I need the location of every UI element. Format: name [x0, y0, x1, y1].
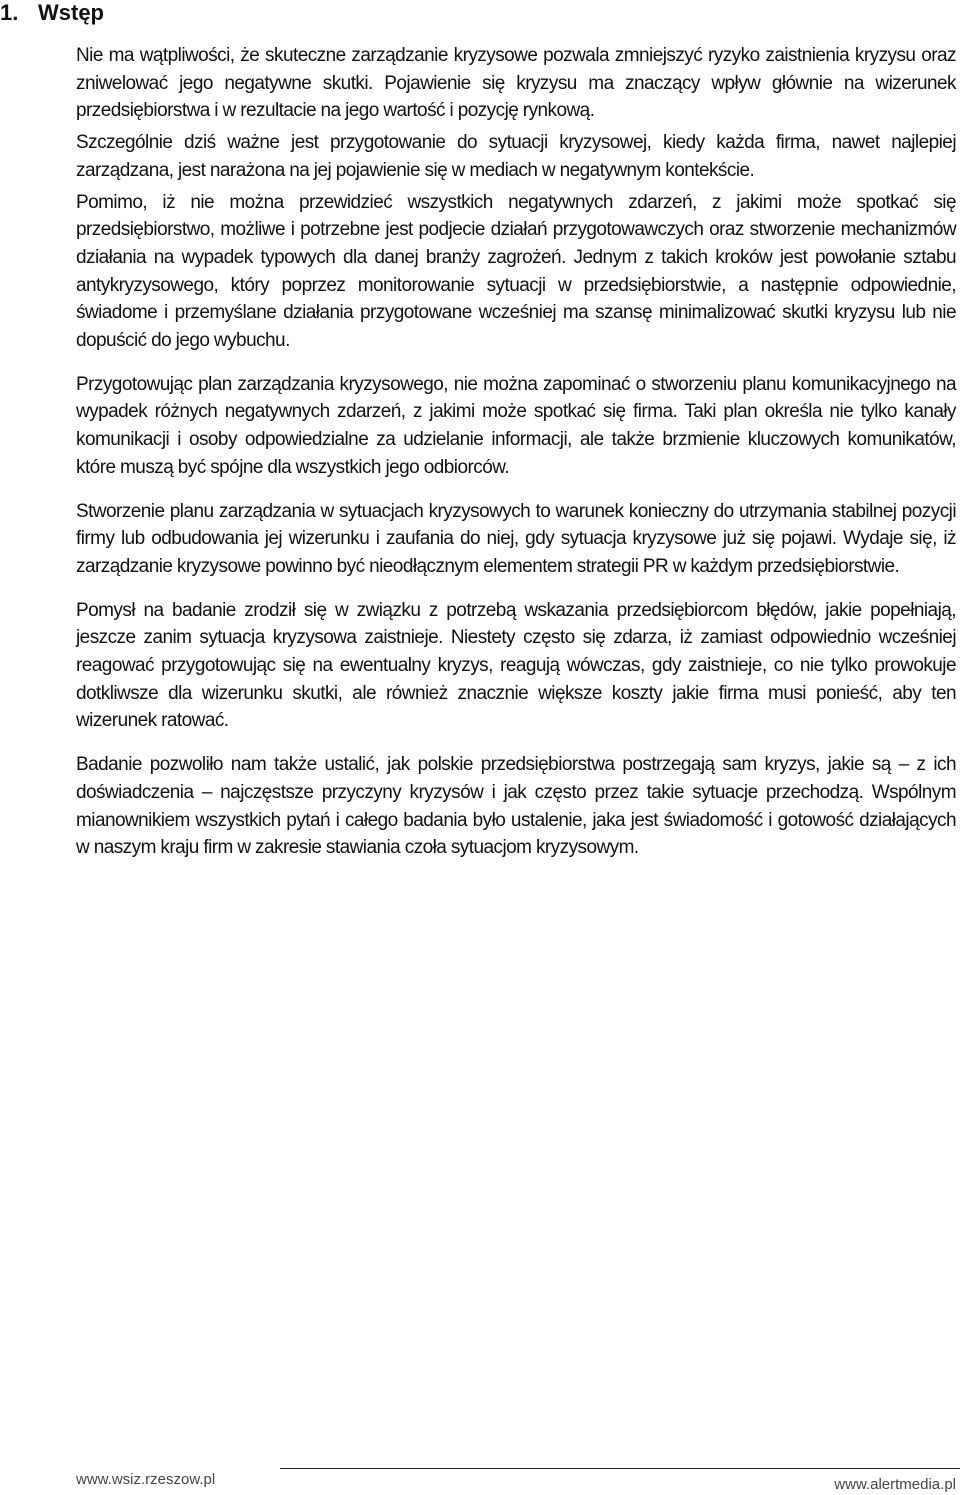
paragraph-preparation: Szczególnie dziś ważne jest przygotowanie do sytuacji kryzysowej, kiedy każda firma, nawet najlepiej zarządzana, jest narażona na jej pojawienie się w mediach w negatywnym kontekście. [76, 132, 956, 181]
paragraph-communication-plan: Przygotowując plan zarządzania kryzysowego, nie można zapominać o stworzeniu planu komunikacyjnego na wypadek różnych negatywnych zdarzeń, z jakimi może spotkać się firma. Taki plan określa nie tylko kanały komunikacji i osoby odpowiedzialne za udzielanie informacji, ale także brzmienie kluczowych komunikatów, które muszą być spójne dla wszystkich jego odbiorców. [76, 373, 956, 478]
footer-link-wsiz[interactable]: www.wsiz.rzeszow.pl [76, 1471, 216, 1488]
footer-link-alertmedia[interactable]: www.alertmedia.pl [834, 1476, 956, 1493]
body-text [76, 42, 956, 878]
section-heading [0, 0, 104, 26]
paragraph-study-results: Badanie pozwoliło nam także ustalić, jak polskie przedsiębiorstwa postrzegają sam kryzys, jakie są – z ich doświadczenia – najczęstsze przyczyny kryzysów i jak często przez takie sytuacje przechodzą. Wspólnym mianownikiem wszystkich pytań i całego badania było ustalenie, jaka jest świadomość i gotowość działających w naszym kraju firm w zakresie stawiania czoła sytuacjom kryzysowym. [76, 754, 956, 859]
paragraph-study-idea: Pomysł na badanie zrodził się w związku z potrzebą wskazania przedsiębiorcom błędów, jakie popełniają, jeszcze zanim sytuacja kryzysowa zaistnieje. Niestety często się zdarza, iż zamiast odpowiednio wcześniej reagować przygotowując się na ewentualny kryzys, reagują wówczas, gdy zaistnieje, co nie tylko prowokuje dotkliwsze dla wizerunku skutki, ale również znacznie większe koszty jakie firma musi ponieść, aby ten wizerunek ratować. [76, 599, 956, 732]
paragraph-crisis-management-plan: Stworzenie planu zarządzania w sytuacjach kryzysowych to warunek konieczny do utrzymania stabilnej pozycji firmy lub odbudowania jej wizerunku i zaufania do niej, gdy sytuacja kryzysowe już się pojawi. Wydaje się, iż zarządzanie kryzysowe powinno być nieodłącznym elementem strategii PR w każdym przedsiębiorstwie. [76, 500, 956, 577]
paragraph-crisis-staff: Pomimo, iż nie można przewidzieć wszystkich negatywnych zdarzeń, z jakimi może spotkać się przedsiębiorstwo, możliwe i potrzebne jest podjecie działań przygotowawczych oraz stworzenie mechanizmów działania na wypadek typowych dla danej branży zagrożeń. Jednym z takich kroków jest powołanie sztabu antykryzysowego, który poprzez monitorowanie sytuacji w przedsiębiorstwie, a następnie odpowiednie, świadome i przemyślane działania przygotowane wcześniej ma szansę minimalizować skutki kryzysu lub nie dopuścić do jego wybuchu. [76, 191, 956, 352]
paragraph-intro: Nie ma wątpliwości, że skuteczne zarządzanie kryzysowe pozwala zmniejszyć ryzyko zaistnienia kryzysu oraz zniwelować jego negatywne skutki. Pojawienie się kryzysu ma znaczący wpływ głównie na wizerunek przedsiębiorstwa i w rezultacie na jego wartość i pozycję rynkową. [76, 45, 956, 122]
footer-divider [280, 1468, 960, 1469]
section-number: 1. [0, 0, 19, 25]
section-title: Wstęp [38, 0, 104, 25]
